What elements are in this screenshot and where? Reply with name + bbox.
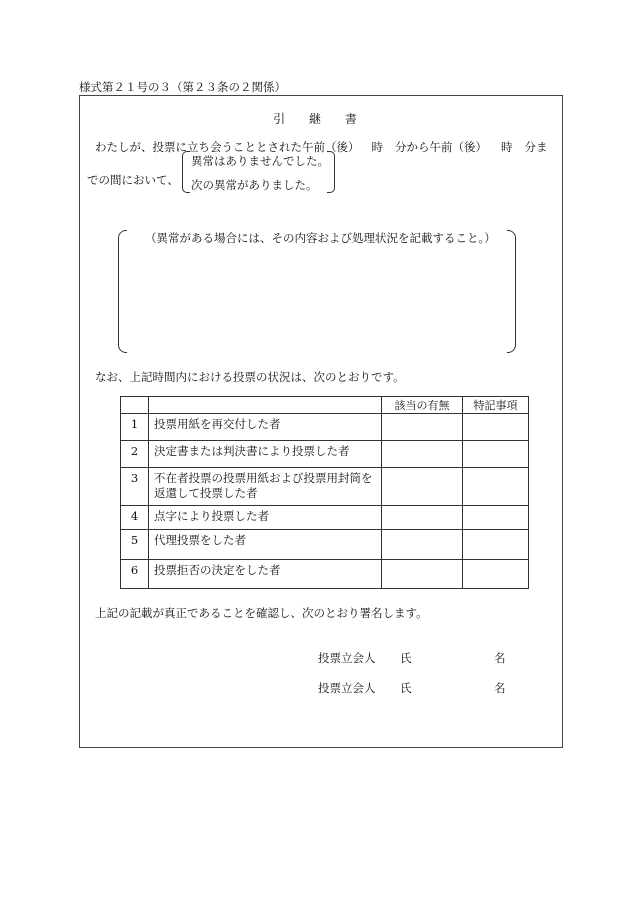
notes-cell[interactable] [463,441,529,468]
table-row [121,530,529,560]
option-anomaly[interactable]: 次の異常がありました。 [191,178,318,192]
title-char: 書 [344,112,357,126]
row-number: 1 [121,414,149,441]
signature-role: 投票立会人 [318,681,376,695]
option-no-anomaly[interactable]: 異常はありませんでした。 [191,154,329,168]
header-item [149,397,382,414]
form-number-label: 様式第２１号の３（第２３条の２関係） [79,80,286,94]
status-intro: なお、上記時間内における投票の状況は、次のとおりです。 [95,370,405,384]
row-description: 点字により投票した者 [149,506,382,530]
bracket-right [507,230,516,353]
applicable-cell[interactable] [382,441,463,468]
applicable-cell[interactable] [382,468,463,506]
applicable-cell[interactable] [382,506,463,530]
row-number: 2 [121,441,149,468]
bracket-left [118,230,127,353]
bracket-left [182,151,190,193]
confirmation-text: 上記の記載が真正であることを確認し、次のとおり署名します。 [95,606,428,620]
table-row [121,506,529,530]
row-description: 不在者投票の投票用紙および投票用封筒を返還して投票した者 [149,468,382,506]
row-number: 3 [121,468,149,506]
table-row [121,560,529,589]
notes-cell[interactable] [463,468,529,506]
row-number: 5 [121,530,149,560]
table-row [121,468,529,506]
row-number: 6 [121,560,149,589]
anomaly-choice [182,151,335,193]
intro-hour-1: 時 [371,140,383,154]
intro-text-part1: わたしが、投票に立ち会うこととされた午前（後） [95,140,360,154]
table-header-row [121,397,529,414]
voting-status-table [120,396,529,589]
title-char: 継 [308,112,321,126]
row-description: 代理投票をした者 [149,530,382,560]
notes-cell[interactable] [463,414,529,441]
header-applicable: 該当の有無 [382,397,463,414]
intro-line-2: での間において、 [87,173,179,187]
intro-text-part3: 分ま [524,140,548,154]
intro-hour-2: 時 [501,140,513,154]
signature-shi: 氏 [400,651,412,665]
table-row [121,414,529,441]
row-description: 投票拒否の決定をした者 [149,560,382,589]
applicable-cell[interactable] [382,530,463,560]
title-char: 引 [273,112,286,126]
row-number: 4 [121,506,149,530]
anomaly-details-box[interactable] [118,230,516,353]
signature-mei: 名 [494,651,506,665]
row-description: 決定書または判決書により投票した者 [149,441,382,468]
document-title [0,110,630,127]
row-description: 投票用紙を再交付した者 [149,414,382,441]
anomaly-details-hint: （異常がある場合には、その内容および処理状況を記載すること。） [145,231,496,245]
header-num [121,397,149,414]
table-row [121,441,529,468]
header-notes: 特記事項 [463,397,529,414]
intro-text-part2: 分から午前（後） [395,140,487,154]
signature-role: 投票立会人 [318,651,376,665]
signature-shi: 氏 [400,681,412,695]
notes-cell[interactable] [463,560,529,589]
applicable-cell[interactable] [382,560,463,589]
notes-cell[interactable] [463,530,529,560]
signature-mei: 名 [494,681,506,695]
applicable-cell[interactable] [382,414,463,441]
notes-cell[interactable] [463,506,529,530]
